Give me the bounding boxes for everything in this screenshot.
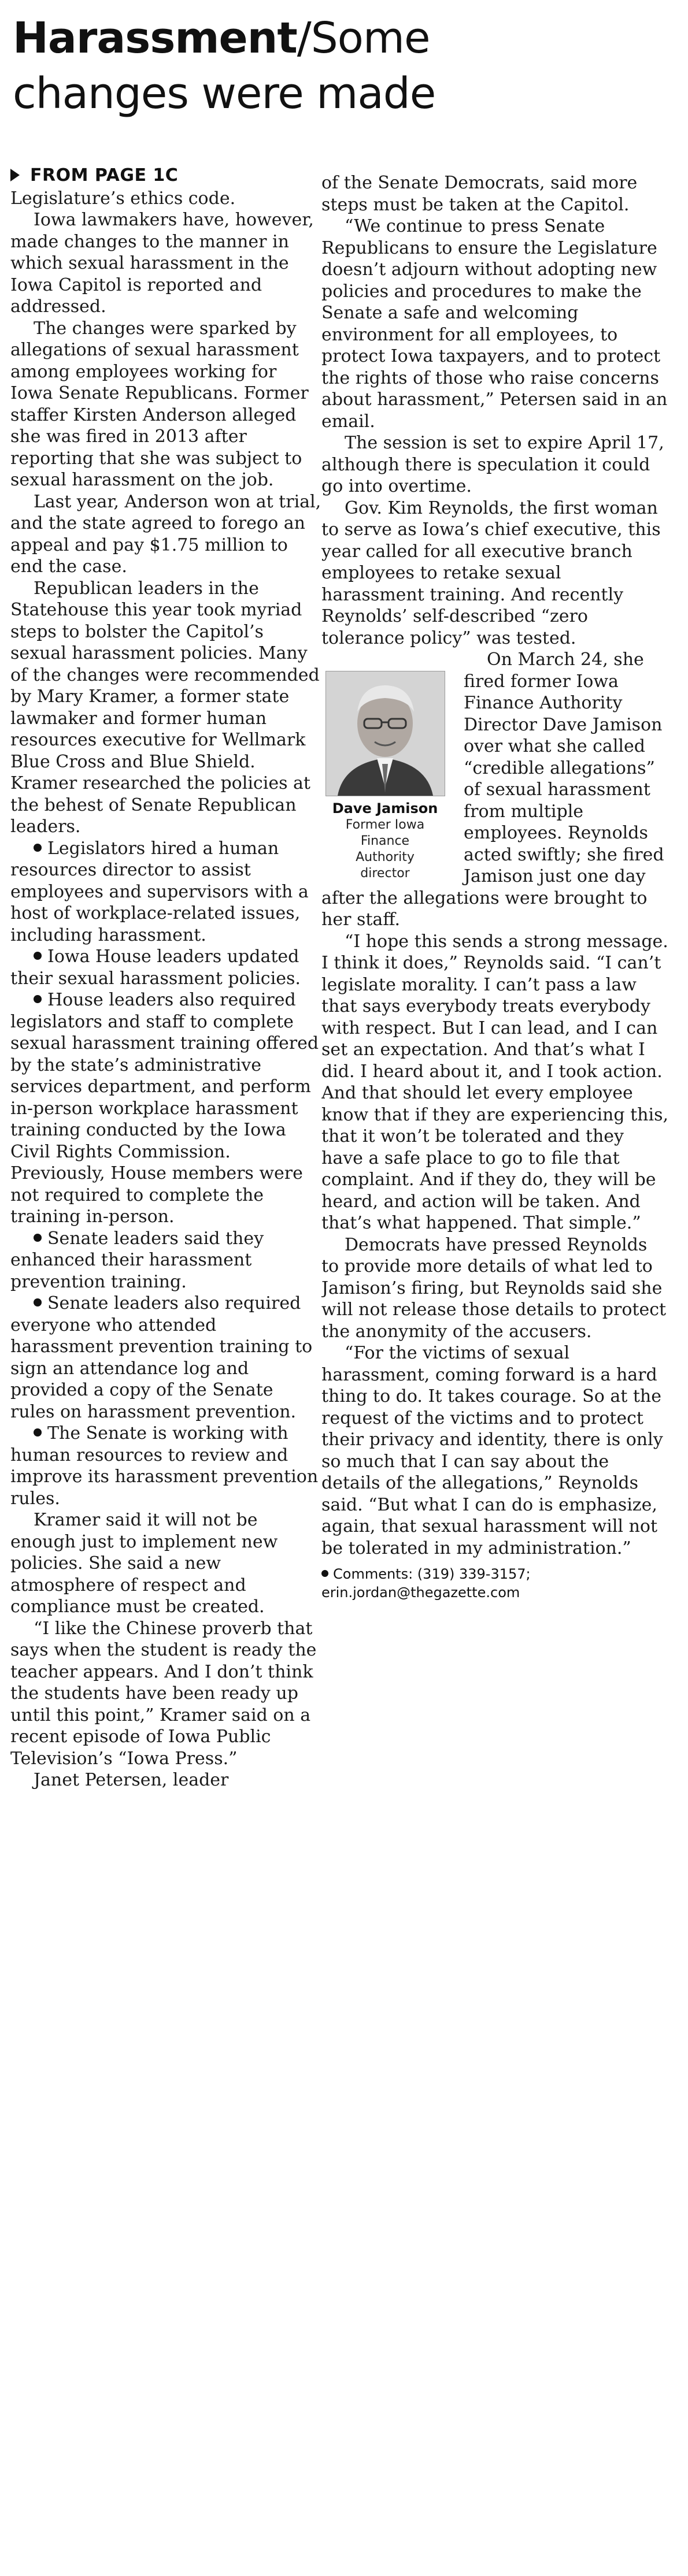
body-paragraph: “I hope this sends a strong message. I think it does,” Reynolds said. “I can’t legislate morality. I can’t pass a law that says everybody treats everybody with respect. But I can lead, and I can set an expectation. And that’s what I did. I heard about it, and I took action. And that should let every employee know that if they are experiencing this, that it won’t be tolerated and they have a safe place to go to file that complaint. And if they do, they will be heard, and action will be taken. And that’s what happened. That simple.”	[321, 931, 668, 1233]
bullet-dot-icon	[34, 1428, 42, 1437]
bullet-text: Senate leaders also required everyone who attended harassment prevention training to sign an attendance log and provided a copy of the Senate rules on harassment prevention.	[10, 1293, 313, 1422]
bullet-text: Iowa House leaders updated their sexual harassment policies.	[10, 946, 301, 989]
right-column-top	[321, 172, 668, 649]
photo-caption-role-3: Authority	[356, 850, 415, 864]
body-paragraph: Legislature’s ethics code.	[10, 188, 236, 209]
photo-caption-name: Dave Jamison	[332, 800, 438, 816]
contact-text: Comments: (319) 339-3157; erin.jordan@thegazette.com	[321, 1566, 531, 1601]
bullet-dot-icon	[34, 1298, 42, 1306]
photo-caption-role-4: director	[360, 866, 410, 881]
bullet-paragraph	[10, 1423, 323, 1509]
bullet-text: Senate leaders said they enhanced their harassment prevention training.	[10, 1228, 264, 1292]
jump-line	[10, 165, 323, 187]
right-column	[321, 172, 668, 2530]
contact-line	[321, 1565, 668, 1602]
bullet-dot-icon	[34, 952, 42, 960]
portrait-illustration	[326, 671, 445, 796]
bullet-paragraph	[10, 1228, 323, 1293]
body-paragraph: “We continue to press Senate Republicans to ensure the Legislature doesn’t adjourn without adopting new policies and procedures to make the Senate a safe and welcoming environment for all employees, to protect Iowa taxpayers, and to protect the rights of those who raise concerns about harassment,” Petersen said in an email.	[321, 216, 668, 432]
body-paragraph: of the Senate Democrats, said more steps must be taken at the Capitol.	[321, 173, 638, 215]
photo-paragraph	[321, 649, 668, 931]
body-paragraph: The changes were sparked by allegations of sexual harassment among employees working for Iowa Senate Republicans. Former staffer Kirsten Anderson alleged she was fired in 2013 after reporting that she was subject to sexual harassment on the job.	[10, 318, 309, 490]
bullet-dot-icon	[34, 844, 42, 852]
body-paragraph: “I like the Chinese proverb that says when the student is ready the teacher appears. And I don’t think the students have been ready up until this point,” Kramer said on a recent episode of Iowa Public Television’s “Iowa Press.”	[10, 1618, 317, 1769]
bullet-paragraph	[10, 1293, 323, 1423]
left-column	[10, 165, 323, 2568]
body-paragraph: “For the victims of sexual harassment, coming forward is a hard thing to do. It takes courage. So at the request of the victims and to protect their privacy and identity, there is only so much that I can say about the details of the allegations,” Reynolds said. “But what I can do is emphasize, again, that sexual harassment will not be tolerated in my administration.”	[321, 1343, 663, 1558]
headline	[13, 10, 678, 121]
photo-caption-role-2: Finance	[360, 834, 410, 848]
bullet-text: Legislators hired a human resources director to assist employees and supervisors with a host of workplace-related issues, including harassment.	[10, 838, 309, 945]
bullet-paragraph	[10, 838, 323, 946]
bullet-paragraph	[10, 989, 323, 1228]
jump-text: FROM PAGE 1C	[30, 165, 179, 185]
body-paragraph: Last year, Anderson won at trial, and the state agreed to forego an appeal and pay $1.75 million to end the case.	[10, 491, 321, 577]
headline-line-1	[13, 10, 678, 66]
body-paragraph: Kramer said it will not be enough just to implement new policies. She said a new atmosphere of respect and compliance must be created.	[10, 1510, 278, 1617]
body-paragraph: Gov. Kim Reynolds, the first woman to serve as Iowa’s chief executive, this year called for all executive branch employees to retake sexual harassment training. And recently Reynolds’ self-described “zero tolerance policy” was tested.	[321, 498, 661, 648]
body-paragraph: Iowa lawmakers have, however, made changes to the manner in which sexual harassment in the Iowa Capitol is reported and addressed.	[10, 210, 314, 317]
headline-line-2: changes were made	[13, 69, 436, 118]
bullet-text: House leaders also required legislators and staff to complete sexual harassment training offered by the state’s administrative services department, and perform in-person workplace harassment training conducted by the Iowa Civil Rights Commission. Previously, House members were not required to complete the training in-person.	[10, 990, 319, 1227]
headline-line1-rest: Some	[310, 13, 430, 63]
bullet-dot-icon	[34, 1234, 42, 1242]
photo-caption-role-1: Former Iowa	[345, 818, 425, 832]
bullet-text: The Senate is working with human resources to review and improve its harassment prevention rules.	[10, 1423, 319, 1509]
right-column-bottom	[321, 931, 668, 1560]
bullet-dot-icon	[34, 995, 42, 1003]
body-paragraph: The session is set to expire April 17, although there is speculation it could go into overtime.	[321, 433, 664, 496]
triangle-icon	[10, 169, 20, 181]
bullet-dot-icon	[321, 1570, 328, 1577]
portrait-photo	[325, 671, 445, 796]
body-paragraph: Republican leaders in the Statehouse this year took myriad steps to bolster the Capitol’s sexual harassment policies. Many of the changes were recommended by Mary Kramer, a former state lawmaker and former human resources executive for Wellmark Blue Cross and Blue Shield. Kramer researched the policies at the behest of Senate Republican leaders.	[10, 578, 320, 837]
photo-paragraph-text: On March 24, she fired former Iowa Finance Authority Director Dave Jamison over what she called “credible allegations” of sexual harassment from multiple employees. Reynolds acted swiftly; she fired Jamison just one day after the allegations were brought to her staff.	[321, 649, 664, 930]
body-paragraph: Democrats have pressed Reynolds to provide more details of what led to Jamison’s firing, but Reynolds said she will not release those details to protect the anonymity of the accusers.	[321, 1234, 667, 1342]
headline-slash: /	[297, 13, 311, 63]
headline-bold: Harassment	[13, 13, 297, 63]
left-column-body	[10, 188, 323, 1791]
photo-block	[321, 671, 449, 882]
body-paragraph: Janet Petersen, leader	[34, 1770, 229, 1790]
bullet-paragraph	[10, 946, 323, 989]
